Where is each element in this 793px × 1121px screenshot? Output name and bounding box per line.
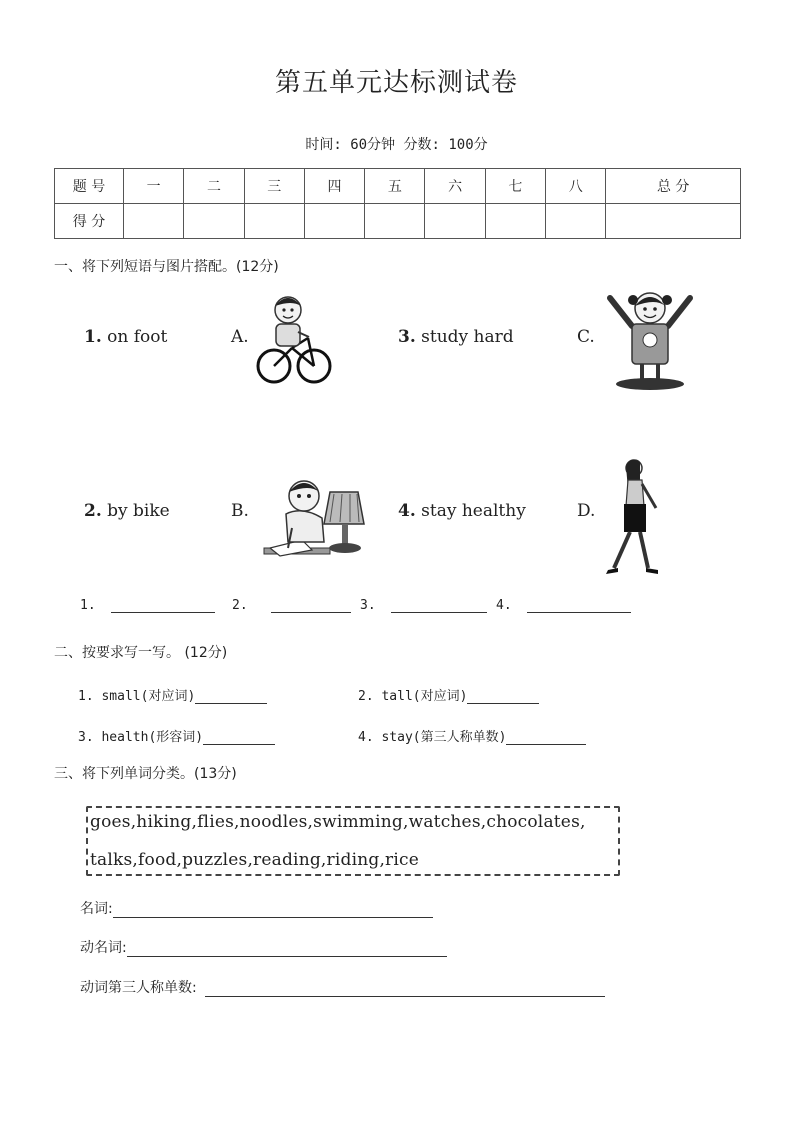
phrase-text: study hard [421, 327, 514, 347]
score-input-cell[interactable] [425, 204, 485, 239]
answer-blank[interactable] [203, 730, 275, 745]
question-text: 4. stay(第三人称单数) [358, 730, 507, 745]
category-row [80, 937, 447, 957]
question-text: 1. small(对应词) [78, 689, 196, 704]
answer-blank[interactable] [195, 689, 267, 704]
answer-blank[interactable] [391, 598, 487, 613]
answer-blank[interactable] [111, 598, 215, 613]
phrase-text: by bike [107, 501, 170, 521]
category-row [80, 977, 605, 997]
score-table-cell: 三 [244, 169, 304, 204]
section-heading: 一、将下列短语与图片搭配。(12分) [54, 259, 279, 275]
woman-walking-icon [600, 456, 666, 578]
phrase-number: 1. [84, 327, 102, 347]
answer-blank[interactable] [467, 689, 539, 704]
word-list-line: talks,food,puzzles,reading,riding,rice [90, 850, 419, 870]
phrase-text: on foot [107, 327, 168, 347]
score-table-cell: 六 [425, 169, 485, 204]
section-heading: 二、按要求写一写。 (12分) [54, 645, 228, 661]
score-table [54, 168, 741, 239]
question-item [358, 685, 539, 704]
section-heading: 三、将下列单词分类。(13分) [54, 766, 237, 782]
score-table-cell: 二 [184, 169, 244, 204]
phrase-item [398, 327, 514, 347]
answer-slot [496, 598, 631, 613]
exam-info: 时间: 60分钟 分数: 100分 [305, 137, 488, 153]
category-label: 动词第三人称单数: [80, 980, 197, 996]
phrase-number: 4. [398, 501, 416, 521]
answer-blank[interactable] [113, 903, 433, 918]
picture-letter: D. [577, 501, 596, 521]
phrase-item [84, 327, 167, 347]
picture-letter: A. [231, 327, 249, 347]
score-input-cell[interactable] [606, 204, 741, 239]
score-table-score-row [55, 204, 741, 239]
answer-slot [360, 598, 487, 613]
question-item [78, 685, 267, 704]
answer-slot [80, 598, 215, 613]
girl-cheering-icon [604, 286, 696, 392]
question-item [78, 726, 275, 745]
score-table-cell: 八 [546, 169, 606, 204]
score-table-cell: 四 [304, 169, 364, 204]
picture-letter: C. [577, 327, 595, 347]
boy-riding-bike-icon [252, 288, 338, 388]
question-text: 2. tall(对应词) [358, 689, 468, 704]
score-table-cell: 题 号 [55, 169, 124, 204]
score-table-cell: 一 [124, 169, 184, 204]
score-table-header-row [55, 169, 741, 204]
score-input-cell[interactable] [304, 204, 364, 239]
phrase-text: stay healthy [421, 501, 526, 521]
category-row [80, 898, 433, 918]
answer-label: 3. [360, 598, 376, 613]
answer-blank[interactable] [527, 598, 631, 613]
page-title: 第五单元达标测试卷 [274, 68, 518, 98]
answer-label: 2. [232, 598, 248, 613]
answer-slot [232, 598, 351, 613]
answer-label: 1. [80, 598, 96, 613]
phrase-number: 2. [84, 501, 102, 521]
score-input-cell[interactable] [365, 204, 425, 239]
phrase-number: 3. [398, 327, 416, 347]
answer-blank[interactable] [205, 982, 605, 997]
answer-blank[interactable] [506, 730, 586, 745]
category-label: 动名词: [80, 940, 127, 956]
category-label: 名词: [80, 901, 113, 917]
boy-studying-icon [262, 462, 368, 562]
score-table-cell: 总 分 [606, 169, 741, 204]
score-input-cell[interactable] [184, 204, 244, 239]
score-input-cell[interactable] [244, 204, 304, 239]
answer-blank[interactable] [127, 942, 447, 957]
phrase-item [398, 501, 526, 521]
question-item [358, 726, 586, 745]
question-text: 3. health(形容词) [78, 730, 204, 745]
phrase-item [84, 501, 170, 521]
score-input-cell[interactable] [124, 204, 184, 239]
score-table-cell: 七 [485, 169, 545, 204]
answer-blank[interactable] [271, 598, 351, 613]
score-row-label: 得 分 [55, 204, 124, 239]
score-input-cell[interactable] [485, 204, 545, 239]
word-list-line: goes,hiking,flies,noodles,swimming,watches,chocolates, [90, 812, 586, 832]
score-table-cell: 五 [365, 169, 425, 204]
score-input-cell[interactable] [546, 204, 606, 239]
picture-letter: B. [231, 501, 249, 521]
answer-label: 4. [496, 598, 512, 613]
